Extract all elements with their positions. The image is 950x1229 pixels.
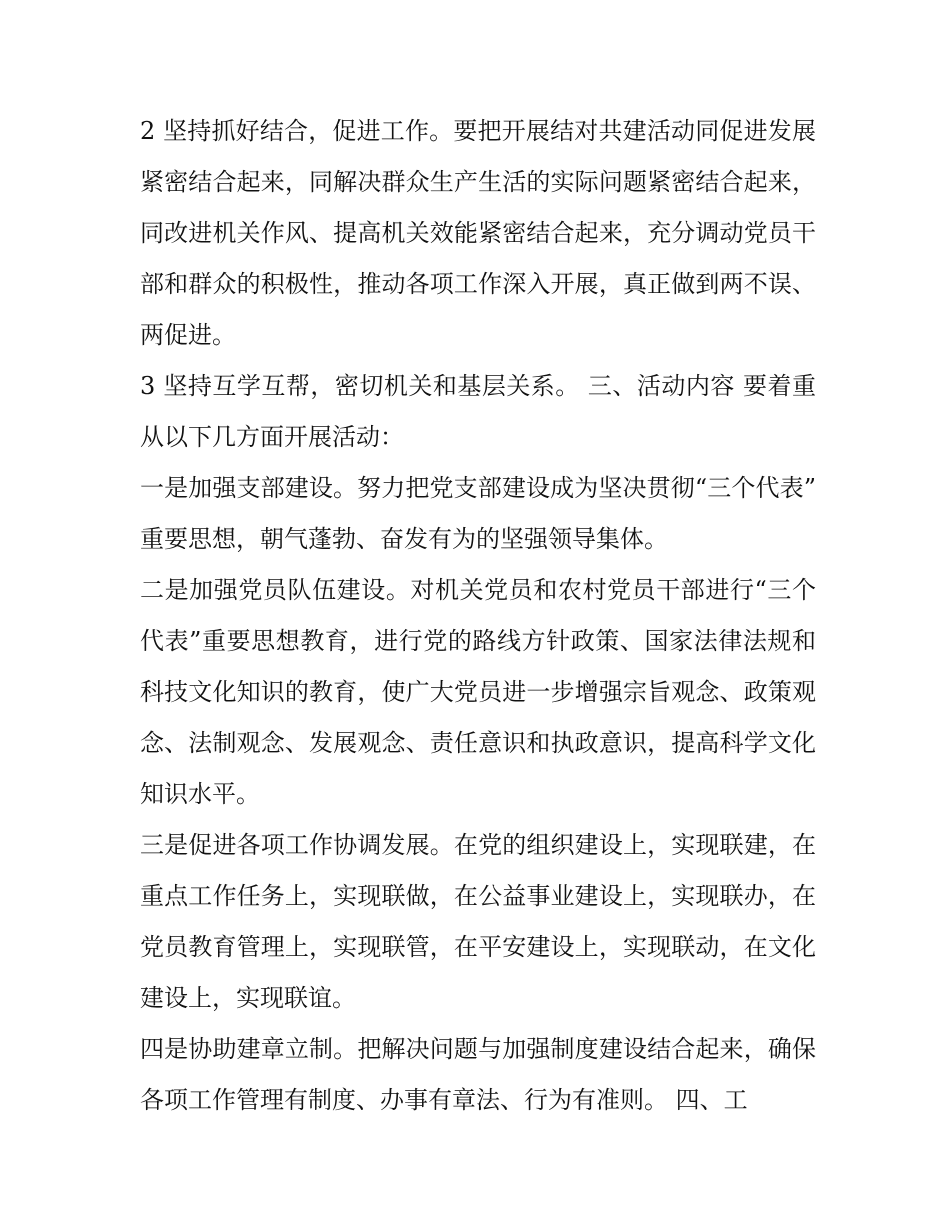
- paragraph-branch-building: 一是加强支部建设。努力把党支部建设成为坚决贯彻“三个代表”重要思想，朝气蓬勃、奋发有为的坚强领导集体。: [140, 474, 816, 553]
- paragraph-rules-and-systems: 四是协助建章立制。把解决问题与加强制度建设结合起来，确保各项工作管理有制度、办事有章法、行为有准则。 四、工: [140, 1035, 816, 1114]
- paragraph-coordinated-development: 三是促进各项工作协调发展。在党的组织建设上，实现联建，在重点工作任务上，实现联做，在公益事业建设上，实现联办，在党员教育管理上，实现联管，在平安建设上，实现联动，在文化建设上，实现联谊。: [140, 831, 816, 1012]
- paragraph-mutual-learning: 3 坚持互学互帮，密切机关和基层关系。 三、活动内容 要着重从以下几方面开展活动：: [140, 372, 816, 451]
- paragraph-combine-work: 2 坚持抓好结合，促进工作。要把开展结对共建活动同促进发展紧密结合起来，同解决群众生产生活的实际问题紧密结合起来，同改进机关作风、提高机关效能紧密结合起来，充分调动党员干部和群众的积极性，推动各项工作深入开展，真正做到两不误、两促进。: [140, 117, 816, 349]
- document-body: [140, 106, 816, 1126]
- paragraph-member-team-building: 二是加强党员队伍建设。对机关党员和农村党员干部进行“三个代表”重要思想教育，进行党的路线方针政策、国家法律法规和科技文化知识的教育，使广大党员进一步增强宗旨观念、政策观念、法制观念、发展观念、责任意识和执政意识，提高科学文化知识水平。: [140, 576, 816, 808]
